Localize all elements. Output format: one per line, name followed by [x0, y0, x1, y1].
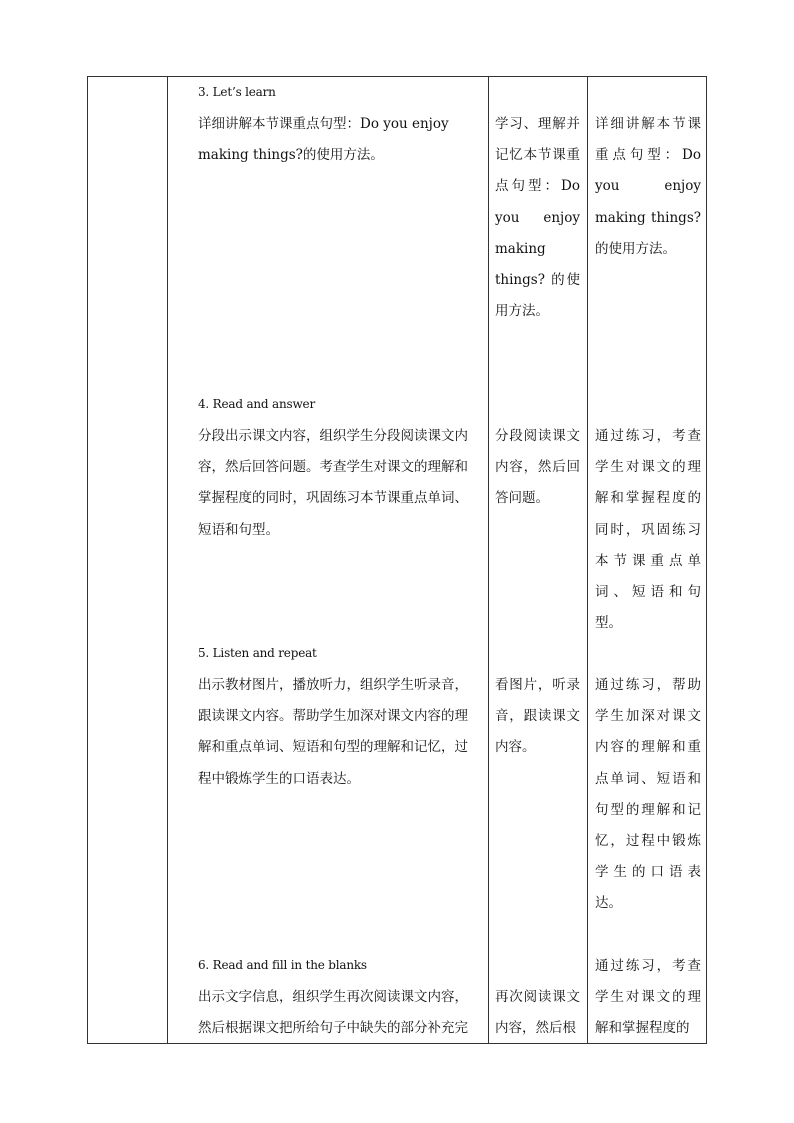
design-intent: 通过练习，考查学生对课文的理解和掌握程度的: [595, 958, 701, 1037]
student-activity: 再次阅读课文内容，然后根: [495, 989, 580, 1037]
column-divider: [167, 77, 168, 1043]
design-intent: 通过练习，帮助学生加深对课文内容的理解和重点单词、短语和句型的理解和记忆，过程中锻炼学生的口语表达。: [595, 677, 701, 912]
column-divider: [587, 77, 588, 1043]
student-activity: 看图片，听录音，跟读课文内容。: [495, 677, 580, 756]
student-activity: 学习、理解并记忆本节课重点句型：Do you enjoy making things? 的使用方法。: [495, 116, 580, 320]
section-title: 3. Let’s learn: [198, 85, 276, 99]
teacher-activity: 分段出示课文内容，组织学生分段阅读课文内容，然后回答问题。考查学生对课文的理解和掌握程度的同时，巩固练习本节课重点单词、短语和句型。: [198, 428, 468, 538]
teacher-activity: 出示文字信息，组织学生再次阅读课文内容，然后根据课文把所给句子中缺失的部分补充完: [198, 989, 468, 1037]
teacher-activity: 详细讲解本节课重点句型：Do you enjoy making things?的使用方法。: [198, 116, 449, 164]
section-title: 5. Listen and repeat: [198, 646, 317, 660]
student-activity: 分段阅读课文内容，然后回答问题。: [495, 428, 580, 507]
section-title: 4. Read and answer: [198, 397, 315, 411]
design-intent: 通过练习，考查学生对课文的理解和掌握程度的同时，巩固练习本节课重点单词、短语和句型。: [595, 428, 701, 632]
section-title: 6. Read and fill in the blanks: [198, 958, 367, 972]
teacher-activity: 出示教材图片，播放听力，组织学生听录音，跟读课文内容。帮助学生加深对课文内容的理解和重点单词、短语和句型的理解和记忆，过程中锻炼学生的口语表达。: [198, 677, 468, 787]
column-divider: [488, 77, 489, 1043]
design-intent: 详细讲解本节课重点句型：Do you enjoy making things? 的使用方法。: [595, 116, 701, 257]
